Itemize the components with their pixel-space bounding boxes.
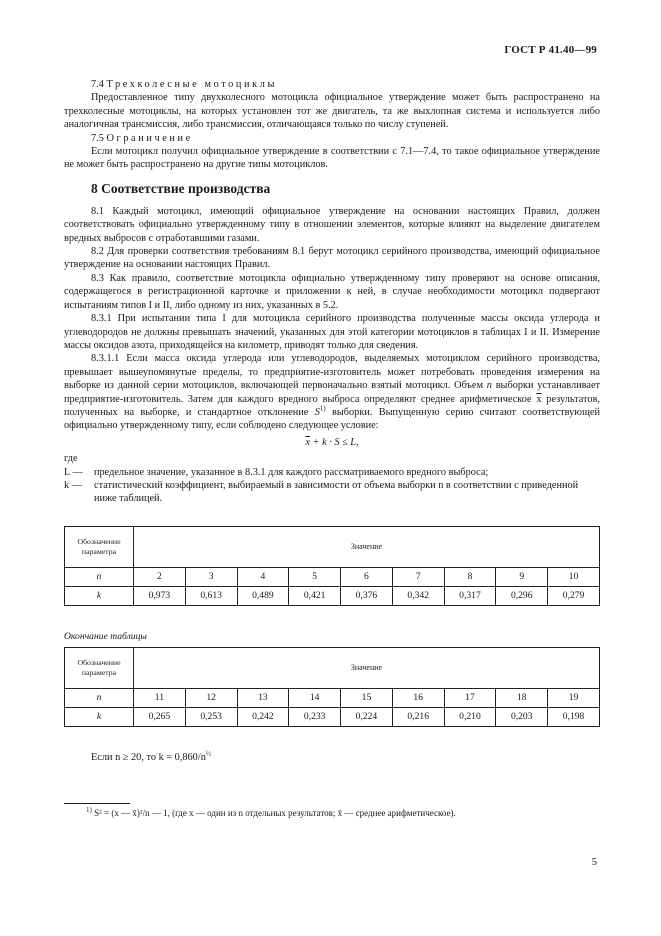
table-cell: 0,613 — [185, 586, 237, 605]
n-label: n — [65, 567, 134, 586]
table-cell: 0,210 — [444, 708, 496, 727]
paragraph-8-3-1: 8.3.1 При испытании типа I для мотоцикла серийного производства полученные массы оксида углерода и углеводородов не должны превышать значений, указанных для этой категории мотоциклов в таблицах I и II. Измерение массы оксидов азота, приходящейся на километр, приводят только для сведения. — [64, 313, 600, 351]
page-number: 5 — [591, 857, 597, 868]
section-7-4-heading: 7.4 Трехколесные мотоциклы — [91, 79, 278, 90]
table-cell: 11 — [134, 689, 186, 708]
table-cell: 0,376 — [341, 586, 393, 605]
table-cell: 0,317 — [444, 586, 496, 605]
table-continuation-caption: Окончание таблицы — [64, 630, 147, 642]
table-cell: 0,233 — [289, 708, 341, 727]
table-cell: 0,242 — [237, 708, 289, 727]
table-cell: 7 — [392, 567, 444, 586]
section-7-5-heading: 7.5 Ограничение — [91, 132, 193, 144]
table-cell: 0,421 — [289, 586, 341, 605]
table-cell: 18 — [496, 689, 548, 708]
table-cell: 2 — [134, 567, 186, 586]
table-cell: 6 — [341, 567, 393, 586]
table-cell: 13 — [237, 689, 289, 708]
table-cell: 0,489 — [237, 586, 289, 605]
param-header: Обозначение параметра — [65, 648, 134, 689]
def-L-text: предельное значение, указанное в 8.3.1 для каждого рассматриваемого вредного выброса; — [94, 466, 489, 478]
def-where-label: где — [64, 453, 78, 465]
paragraph-8-2: 8.2 Для проверки соответствия требованиям 8.1 берут мотоцикл серийного производства, имеющий официальное утверждение на основании настоящих Правил. — [64, 246, 600, 271]
n-label: n — [65, 689, 134, 708]
section-8-title: 8 Соответствие производства — [91, 180, 271, 196]
page-content — [64, 78, 600, 765]
value-header: Значение — [134, 648, 600, 689]
formula-definitions — [64, 452, 600, 506]
section-7-5-text: Если мотоцикл получил официальное утверждение в соответствии с 7.1—7.4, то такое официальное утверждение не может быть распространено на другие типы мотоциклов. — [64, 146, 600, 171]
table-cell: 17 — [444, 689, 496, 708]
paragraph-8-3: 8.3 Как правило, соответствие мотоцикла официально утвержденному типу проверяют на основе описания, содержащегося в регистрационной карточке и приложении к ней, в случае необходимости мотоцикл подвергают испытаниям типов I и II, либо одному из них, указанных в 5.2. — [64, 272, 600, 311]
def-L-symbol: L — — [64, 466, 83, 478]
section-7-4-text: Предоставленное типу двухколесного мотоцикла официальное утверждение может быть распространено на трехколесные мотоциклы, на которых установлен тот же двигатель, та же выхлопная система и используется либо аналогичная трансмиссия, либо трансмиссия, отличающаяся только по числу ступеней. — [64, 92, 600, 131]
coefficient-table-1 — [64, 526, 600, 606]
def-k-text: статистический коэффициент, выбираемый в зависимости от объема выборки n в соответствии с приведенной ниже таблицей. — [94, 479, 579, 505]
table-cell: 9 — [496, 567, 548, 586]
table-cell: 0,224 — [341, 708, 393, 727]
table-cell: 0,203 — [496, 708, 548, 727]
table-cell: 0,973 — [134, 586, 186, 605]
paragraph-8-1: 8.1 Каждый мотоцикл, имеющий официальное утверждение на основании настоящих Правил, должен соответствовать официально утвержденному типу в отношении элементов, которые влияют на выделение двигателем вредных выбросов с отработавшими газами. — [64, 205, 600, 244]
table-cell: 0,265 — [134, 708, 186, 727]
large-sample-rule: Если n ≥ 20, то $k = 0,860/n^{\frac{1}{2}}$ — [91, 749, 212, 764]
table-cell: 5 — [289, 567, 341, 586]
table-cell: 8 — [444, 567, 496, 586]
table-cell: 0,253 — [185, 708, 237, 727]
k-label: k — [65, 586, 134, 605]
table-cell: 0,279 — [548, 586, 600, 605]
table-cell: 19 — [548, 689, 600, 708]
table-cell: 16 — [392, 689, 444, 708]
def-k-symbol: k — — [64, 479, 83, 491]
param-header: Обозначение параметра — [65, 526, 134, 567]
table-cell: 14 — [289, 689, 341, 708]
coefficient-table-2 — [64, 647, 600, 727]
table-cell: 0,198 — [548, 708, 600, 727]
table-cell: 3 — [185, 567, 237, 586]
k-label: k — [65, 708, 134, 727]
table-cell: 0,296 — [496, 586, 548, 605]
table-cell: 15 — [341, 689, 393, 708]
paragraph-8-3-1-1: 8.3.1.1 Если масса оксида углерода или углеводородов, выделяемых мотоциклом серийного производства, превышает вышеупомянутые пределы, то предприятие-изготовитель может потребовать проведения измерения на выборке из данной серии мотоциклов, включающей первоначально взятый мотоцикл. Объем n выборки устанавливает предприятие-изготовитель. Затем для каждого вредного выброса определяют среднее арифметическое $\overline{x}$ результатов, полученных на выборке, и стандартное отклонение $S^{1)}$ выборки. Выпущенную серию считают соответствующей официально утвержденному типу, если соблюдено следующее условие: — [64, 353, 601, 432]
footnote: $^{1)}$ S² = (x — x̄)²/n — 1, (где x — один из n отдельных результатов; x̄ — среднее арифметическое). — [86, 806, 456, 818]
document-header: ГОСТ Р 41.40—99 — [504, 44, 597, 56]
table-cell: 0,216 — [392, 708, 444, 727]
footnote-rule — [64, 803, 130, 804]
conformity-formula: $\overline{x} + k \cdot S \le L$, — [305, 436, 359, 448]
table-cell: 10 — [548, 567, 600, 586]
value-header: Значение — [134, 526, 600, 567]
table-cell: 0,342 — [392, 586, 444, 605]
table-cell: 4 — [237, 567, 289, 586]
table-cell: 12 — [185, 689, 237, 708]
